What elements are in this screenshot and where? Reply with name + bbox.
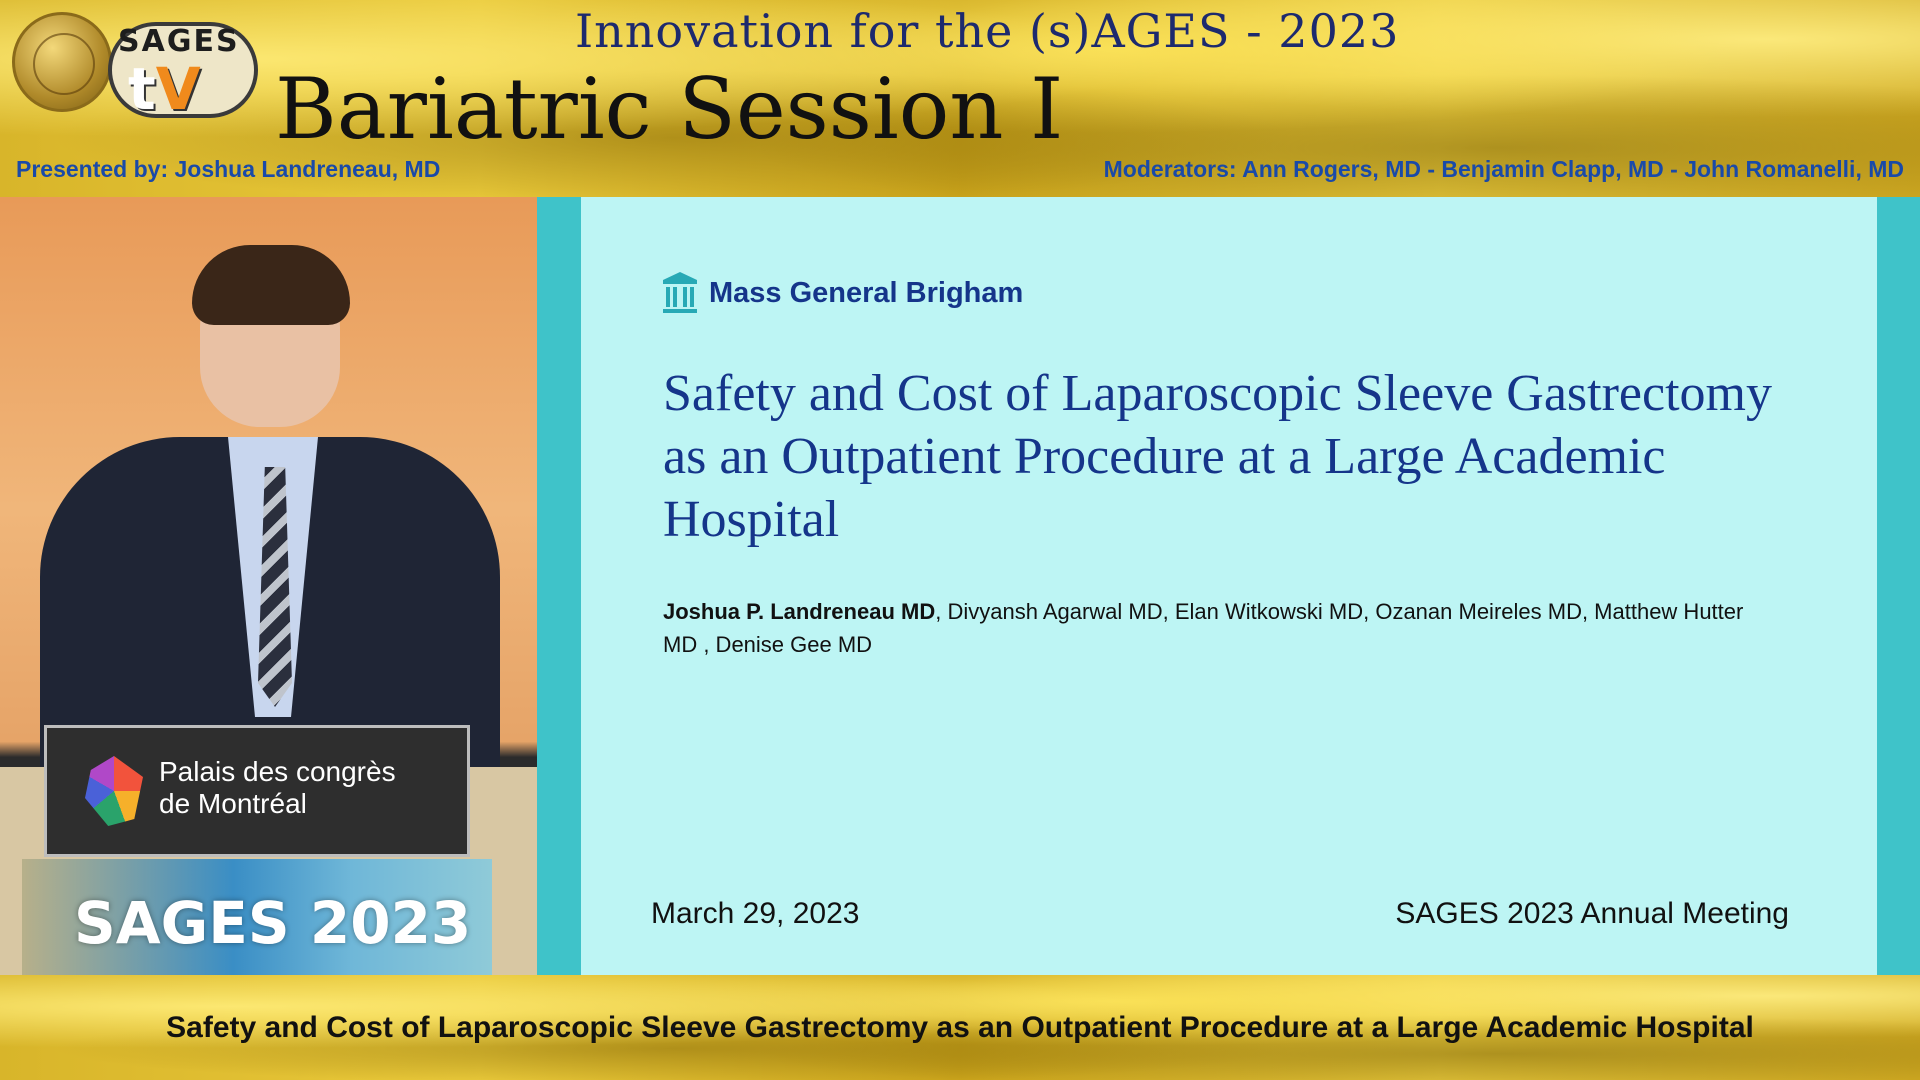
slide-frame: [537, 197, 1920, 975]
presenter-label: Presented by: Joshua Landreneau, MD: [16, 156, 441, 182]
sages-2023-text: SAGES 2023: [74, 889, 472, 957]
footer-banner: [0, 975, 1920, 1080]
other-authors: , Divyansh Agarwal MD, Elan Witkowski MD, Ozanan Meireles MD, Matthew Hutter MD , Denise Gee MD: [663, 599, 1744, 657]
palais-text: [159, 756, 396, 820]
header-banner: [0, 0, 1920, 197]
author-list: [663, 595, 1763, 661]
palais-line1: Palais des congrès: [159, 756, 396, 787]
session-title: Bariatric Session I: [275, 60, 1064, 158]
footer-title: Safety and Cost of Laparoscopic Sleeve Gastrectomy as an Outpatient Procedure at a Large Academic Hospital: [166, 1011, 1754, 1044]
speaker-video: [0, 197, 537, 975]
logo-tv-v: V: [155, 55, 201, 123]
conference-subtitle: Innovation for the (s)AGES - 2023: [575, 4, 1400, 58]
presentation-slide: [581, 197, 1877, 975]
speaker-hair: [192, 245, 350, 325]
building-columns-icon: [661, 270, 699, 316]
lead-author: Joshua P. Landreneau MD: [663, 599, 936, 624]
moderators-label: Moderators: Ann Rogers, MD - Benjamin Clapp, MD - John Romanelli, MD: [1103, 156, 1904, 182]
slide-title: Safety and Cost of Laparoscopic Sleeve Gastrectomy as an Outpatient Procedure at a Large Academic Hospital: [663, 365, 1772, 548]
sages-medal-icon: [12, 12, 112, 112]
logo-tv-t: t: [128, 55, 156, 123]
institution-name: Mass General Brigham: [709, 277, 1024, 309]
palais-line2: de Montréal: [159, 788, 307, 819]
slide-date: March 29, 2023: [651, 897, 860, 930]
logo-sages-text: SAGES: [118, 24, 240, 59]
palais-logo-icon: [85, 756, 143, 826]
slide-meeting: SAGES 2023 Annual Meeting: [1395, 897, 1789, 930]
podium-sign: [44, 725, 470, 857]
logo-tv-text: [128, 55, 201, 123]
sages-2023-banner: [22, 859, 492, 975]
